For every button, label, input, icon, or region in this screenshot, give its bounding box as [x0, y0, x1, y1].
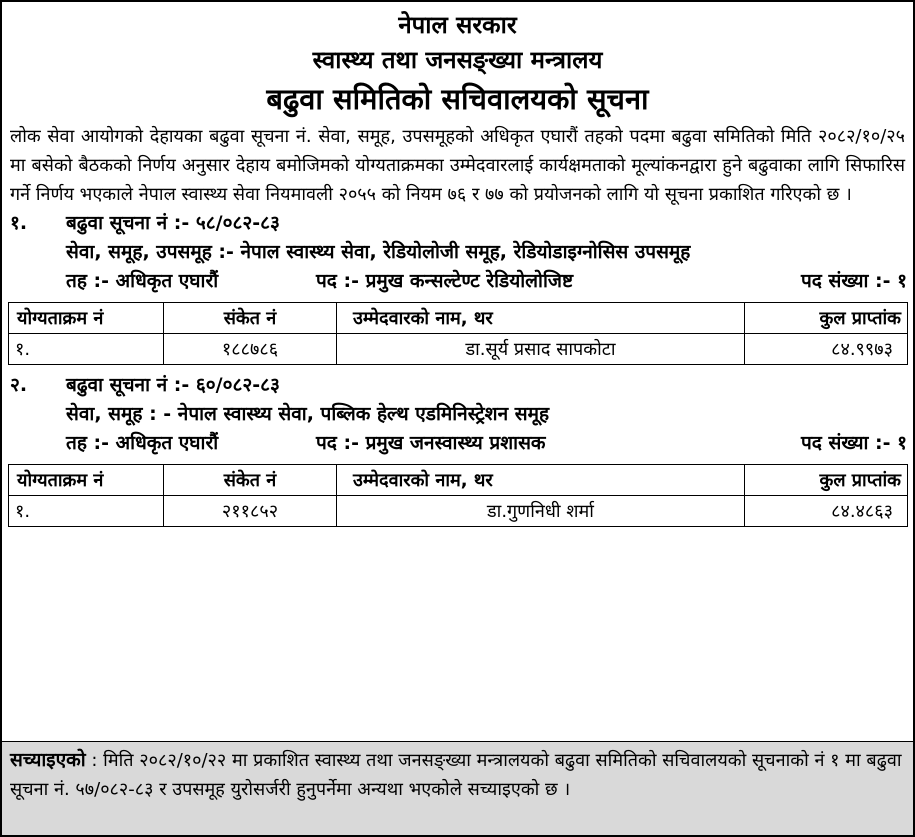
notice-line: बढुवा सूचना नं :- ६०/०८२-८३ [66, 374, 280, 396]
post-count: पद संख्या :- १ [801, 270, 907, 292]
table-header-row [9, 303, 908, 334]
correction-text: : मिति २०८२/१०/२२ मा प्रकाशित स्वास्थ्य तथा जनसङ्ख्या मन्त्रालयको बढुवा समितिको सचिवालयको सूचनाको नं १ मा बढुवा सूचना नं. ५७/०८२-८३ र उपसमूह युरोसर्जरी हुनुपर्नेमा अन्यथा भएकोले सच्याइएको छ । [10, 750, 902, 800]
correction-label: सच्याइएको [10, 749, 86, 771]
post-text: पद :- प्रमुख कन्सल्टेण्ट रेडियोलोजिष्ट [316, 270, 574, 292]
col-marks: कुल प्राप्तांक [745, 465, 908, 496]
cell-marks: ८४.९९७३ [745, 334, 908, 365]
col-code: संकेत नं [164, 303, 337, 334]
col-marks: कुल प्राप्तांक [745, 303, 908, 334]
correction-note [2, 741, 913, 835]
cell-marks: ८४.४८६३ [745, 496, 908, 527]
header-government: नेपाल सरकार [398, 11, 517, 39]
cell-rank: १. [9, 496, 164, 527]
cell-rank: १. [9, 334, 164, 365]
notice-line: बढुवा सूचना नं :- ५८/०८२-८३ [66, 212, 280, 234]
table-row [9, 334, 908, 365]
col-name: उम्मेदवारको नाम, थर [337, 303, 745, 334]
cell-code: २११८५२ [164, 496, 337, 527]
level-text: तह :- अधिकृत एघारौं [66, 270, 219, 292]
col-rank: योग्यताक्रम नं [9, 465, 164, 496]
candidate-table-1 [8, 302, 908, 365]
service-line: सेवा, समूह, उपसमूह :- नेपाल स्वास्थ्य सेवा, रेडियोलोजी समूह, रेडियोडाइग्नोसिस उपसमूह [66, 241, 691, 263]
post-count: पद संख्या :- १ [801, 432, 907, 454]
service-line: सेवा, समूह : - नेपाल स्वास्थ्य सेवा, पब्लिक हेल्थ एडमिनिस्ट्रेशन समूह [66, 403, 550, 425]
cell-name: डा.सूर्य प्रसाद सापकोटा [337, 334, 745, 365]
cell-code: १८८७८६ [164, 334, 337, 365]
table-header-row [9, 465, 908, 496]
cell-name: डा.गुणनिधी शर्मा [337, 496, 745, 527]
notice-block-2 [2, 371, 913, 458]
col-code: संकेत नं [164, 465, 337, 496]
level-text: तह :- अधिकृत एघारौं [66, 432, 219, 454]
notice-block-1 [2, 209, 913, 296]
header-ministry: स्वास्थ्य तथा जनसङ्ख्या मन्त्रालय [312, 46, 603, 74]
col-name: उम्मेदवारको नाम, थर [337, 465, 745, 496]
table-row [9, 496, 908, 527]
post-text: पद :- प्रमुख जनस्वास्थ्य प्रशासक [316, 432, 546, 454]
candidate-table-2 [8, 464, 908, 527]
notice-number: १. [10, 212, 28, 234]
notice-number: २. [10, 374, 28, 396]
col-rank: योग्यताक्रम नं [9, 303, 164, 334]
intro-paragraph: लोक सेवा आयोगको देहायका बढुवा सूचना नं. सेवा, समूह, उपसमूहको अधिकृत एघारौं तहको पदमा बढुवा समितिको मिति २०८२/१०/२५ मा बसेको बैठकको निर्णय अनुसार देहाय बमोजिमको योग्यताक्रमका उम्मेदवारलाई कार्यक्षमताको मूल्यांकनद्वारा हुने बढुवाका लागि सिफारिस गर्ने निर्णय भएकाले नेपाल स्वास्थ्य सेवा नियमावली २०५५ को नियम ७६ र ७७ को प्रयोजनको लागि यो सूचना प्रकाशित गरिएको छ । [10, 126, 905, 205]
header-notice-title: बढुवा समितिको सचिवालयको सूचना [266, 82, 649, 116]
